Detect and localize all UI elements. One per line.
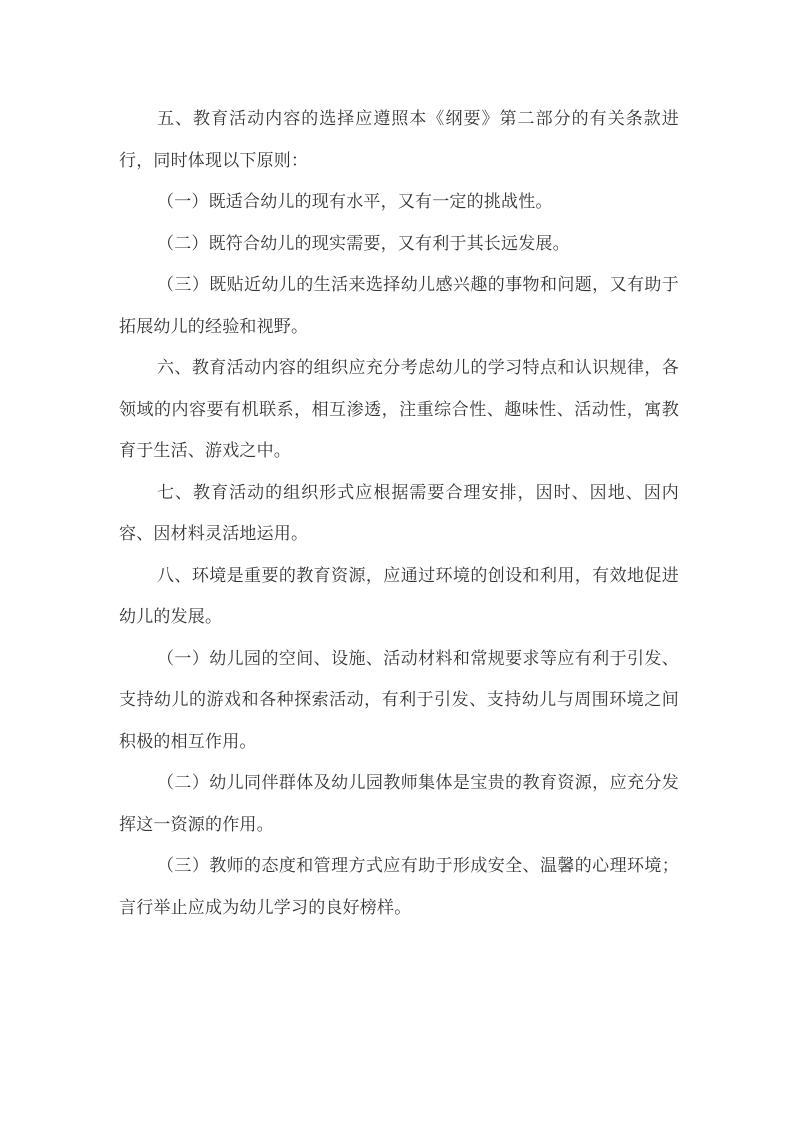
paragraph-5-3: （三）既贴近幼儿的生活来选择幼儿感兴趣的事物和问题，又有助于拓展幼儿的经验和视野。 <box>119 275 679 337</box>
paragraph-8-1: （一）幼儿园的空间、设施、活动材料和常规要求等应有利于引发、支持幼儿的游戏和各种探索活动，有利于引发、支持幼儿与周围环境之间积极的相互作用。 <box>119 648 679 752</box>
paragraph-5-2: （二）既符合幼儿的现实需要，又有利于其长远发展。 <box>157 233 570 254</box>
paragraph-5-1: （一）既适合幼儿的现有水平，又有一定的挑战性。 <box>157 192 553 212</box>
paragraph-8-2: （二）幼儿同伴群体及幼儿园教师集体是宝贵的教育资源，应充分发挥这一资源的作用。 <box>119 773 679 835</box>
paragraph-6: 六、教育活动内容的组织应充分考虑幼儿的学习特点和认识规律，各领域的内容要有机联系，相互渗透，注重综合性、趣味性、活动性，寓教育于生活、游戏之中。 <box>119 358 679 461</box>
paragraph-8-3: （三）教师的态度和管理方式应有助于形成安全、温馨的心理环境；言行举止应成为幼儿学习的良好榜样。 <box>119 856 679 918</box>
paragraph-8: 八、环境是重要的教育资源，应通过环境的创设和利用，有效地促进幼儿的发展。 <box>119 565 679 627</box>
document-body <box>119 99 679 929</box>
paragraph-5: 五、教育活动内容的选择应遵照本《纲要》第二部分的有关条款进行，同时体现以下原则： <box>119 109 679 171</box>
paragraph-7: 七、教育活动的组织形式应根据需要合理安排，因时、因地、因内容、因材料灵活地运用。 <box>119 482 679 544</box>
